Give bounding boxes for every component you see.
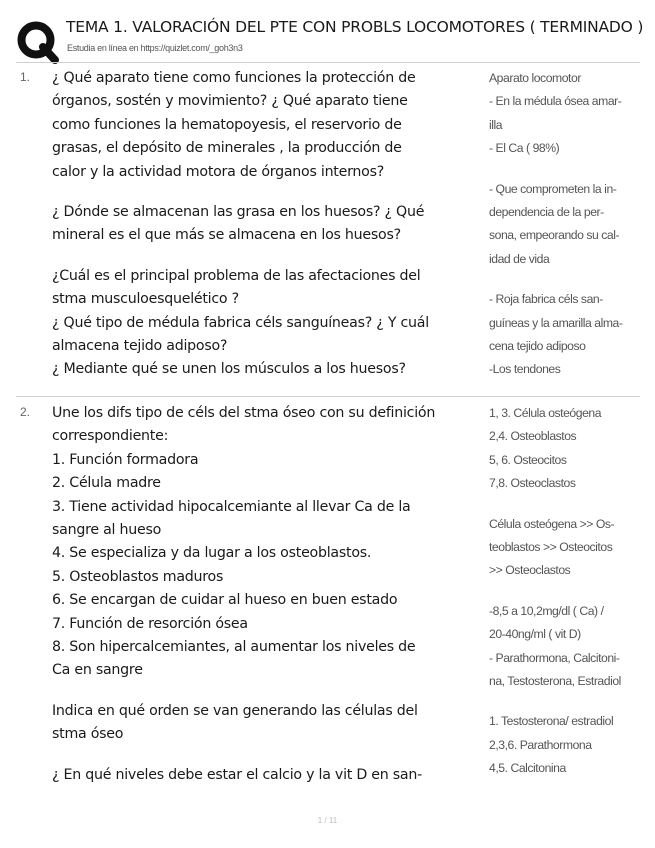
page-indicator: 1 / 11 xyxy=(317,816,338,825)
question-line: stma óseo xyxy=(52,726,124,743)
question-line: 2. Célula madre xyxy=(52,475,161,492)
question-line: 3. Tiene actividad hipocalcemiante al llevar Ca de la xyxy=(52,498,411,515)
answer-line: guíneas y la amarilla alma- xyxy=(489,315,623,330)
answer-line: - En la médula ósea amar- xyxy=(489,94,622,109)
question-line: Indica en qué orden se van generando las células del xyxy=(52,702,418,719)
question-line: calor y la actividad motora de órganos internos? xyxy=(52,163,385,180)
answer-line: - El Ca ( 98%) xyxy=(489,141,560,156)
answer-line: 4,5. Calcitonina xyxy=(489,761,566,776)
card-question xyxy=(52,402,492,787)
question-line: 8. Son hipercalcemiantes, al aumentar los niveles de xyxy=(52,639,416,656)
paragraph-gap xyxy=(489,161,647,178)
answer-line: 7,8. Osteoclastos xyxy=(489,476,576,491)
card-answer xyxy=(489,67,647,382)
quizlet-logo-icon xyxy=(16,20,60,64)
question-line: ¿ Qué tipo de médula fabrica céls sanguíneas? ¿ Y cuál xyxy=(52,314,429,331)
answer-line: - Parathormona, Calcitoni- xyxy=(489,650,620,665)
question-line: ¿ Mediante qué se unen los músculos a los huesos? xyxy=(52,361,406,378)
paragraph-gap xyxy=(52,184,492,201)
question-line: ¿ Qué aparato tiene como funciones la protección de xyxy=(52,70,416,86)
answer-line: 20-40ng/ml ( vit D) xyxy=(489,627,581,642)
answer-line: 2,4. Osteoblastos xyxy=(489,429,577,444)
study-link-text: Estudia en línea en https://quizlet.com/_goh3n3 xyxy=(67,43,243,53)
answer-line: cena tejido adiposo xyxy=(489,339,586,354)
question-line: stma musculoesquelético ? xyxy=(52,291,239,308)
question-line: correspondiente: xyxy=(52,428,169,445)
answer-line: - Roja fabrica céls san- xyxy=(489,292,603,307)
question-line: órganos, sostén y movimiento? ¿ Qué aparato tiene xyxy=(52,93,408,110)
card-answer xyxy=(489,402,647,781)
answer-line: sona, empeorando su cal- xyxy=(489,228,620,243)
answer-line: >> Osteoclastos xyxy=(489,563,571,578)
answer-line: 5, 6. Osteocitos xyxy=(489,452,567,467)
page-title: TEMA 1. VALORACIÓN DEL PTE CON PROBLS LOCOMOTORES ( TERMINADO ) xyxy=(66,18,644,36)
paragraph-gap xyxy=(489,583,647,600)
paragraph-gap xyxy=(489,693,647,710)
answer-line: -8,5 a 10,2mg/dl ( Ca) / xyxy=(489,603,604,618)
answer-line: dependencia de la per- xyxy=(489,205,604,220)
question-line: 5. Osteoblastos maduros xyxy=(52,568,224,585)
divider xyxy=(16,396,640,397)
answer-line: na, Testosterona, Estradiol xyxy=(489,674,621,689)
question-line: 6. Se encargan de cuidar al hueso en buen estado xyxy=(52,592,398,609)
paragraph-gap xyxy=(489,271,647,288)
question-line: mineral es el que más se almacena en los huesos? xyxy=(52,227,401,244)
question-line: sangre al hueso xyxy=(52,522,162,539)
card-number: 1. xyxy=(20,70,31,84)
answer-line: Aparato locomotor xyxy=(489,71,581,85)
question-line: Ca en sangre xyxy=(52,662,143,679)
answer-line: - Que comprometen la in- xyxy=(489,181,617,196)
card-number: 2. xyxy=(20,405,31,419)
question-line: grasas, el depósito de minerales , la producción de xyxy=(52,140,402,157)
question-line: 1. Función formadora xyxy=(52,451,199,468)
paragraph-gap xyxy=(52,248,492,265)
answer-line: idad de vida xyxy=(489,251,550,266)
question-line: Une los difs tipo de céls del stma óseo con su definición xyxy=(52,405,436,421)
question-line: ¿ Dónde se almacenan las grasa en los huesos? ¿ Qué xyxy=(52,204,425,221)
answer-line: 2,3,6. Parathormona xyxy=(489,737,592,752)
page-header xyxy=(0,0,655,62)
question-line: ¿ En qué niveles debe estar el calcio y la vit D en san- xyxy=(52,766,422,783)
answer-line: 1. Testosterona/ estradiol xyxy=(489,714,614,729)
paragraph-gap xyxy=(52,747,492,764)
card-question xyxy=(52,67,492,382)
question-line: ¿Cuál es el principal problema de las afectaciones del xyxy=(52,267,421,284)
question-line: como funciones la hematopoyesis, el reservorio de xyxy=(52,116,402,133)
question-line: 7. Función de resorción ósea xyxy=(52,615,248,632)
paragraph-gap xyxy=(52,683,492,700)
divider xyxy=(16,62,640,63)
answer-line: -Los tendones xyxy=(489,362,561,377)
answer-line: Célula osteógena >> Os- xyxy=(489,516,615,531)
answer-line: illa xyxy=(489,117,503,132)
question-line: 4. Se especializa y da lugar a los osteoblastos. xyxy=(52,545,372,562)
paragraph-gap xyxy=(489,496,647,513)
answer-line: teoblastos >> Osteocitos xyxy=(489,540,613,555)
answer-line: 1, 3. Célula osteógena xyxy=(489,406,602,420)
question-line: almacena tejido adiposo? xyxy=(52,338,228,355)
